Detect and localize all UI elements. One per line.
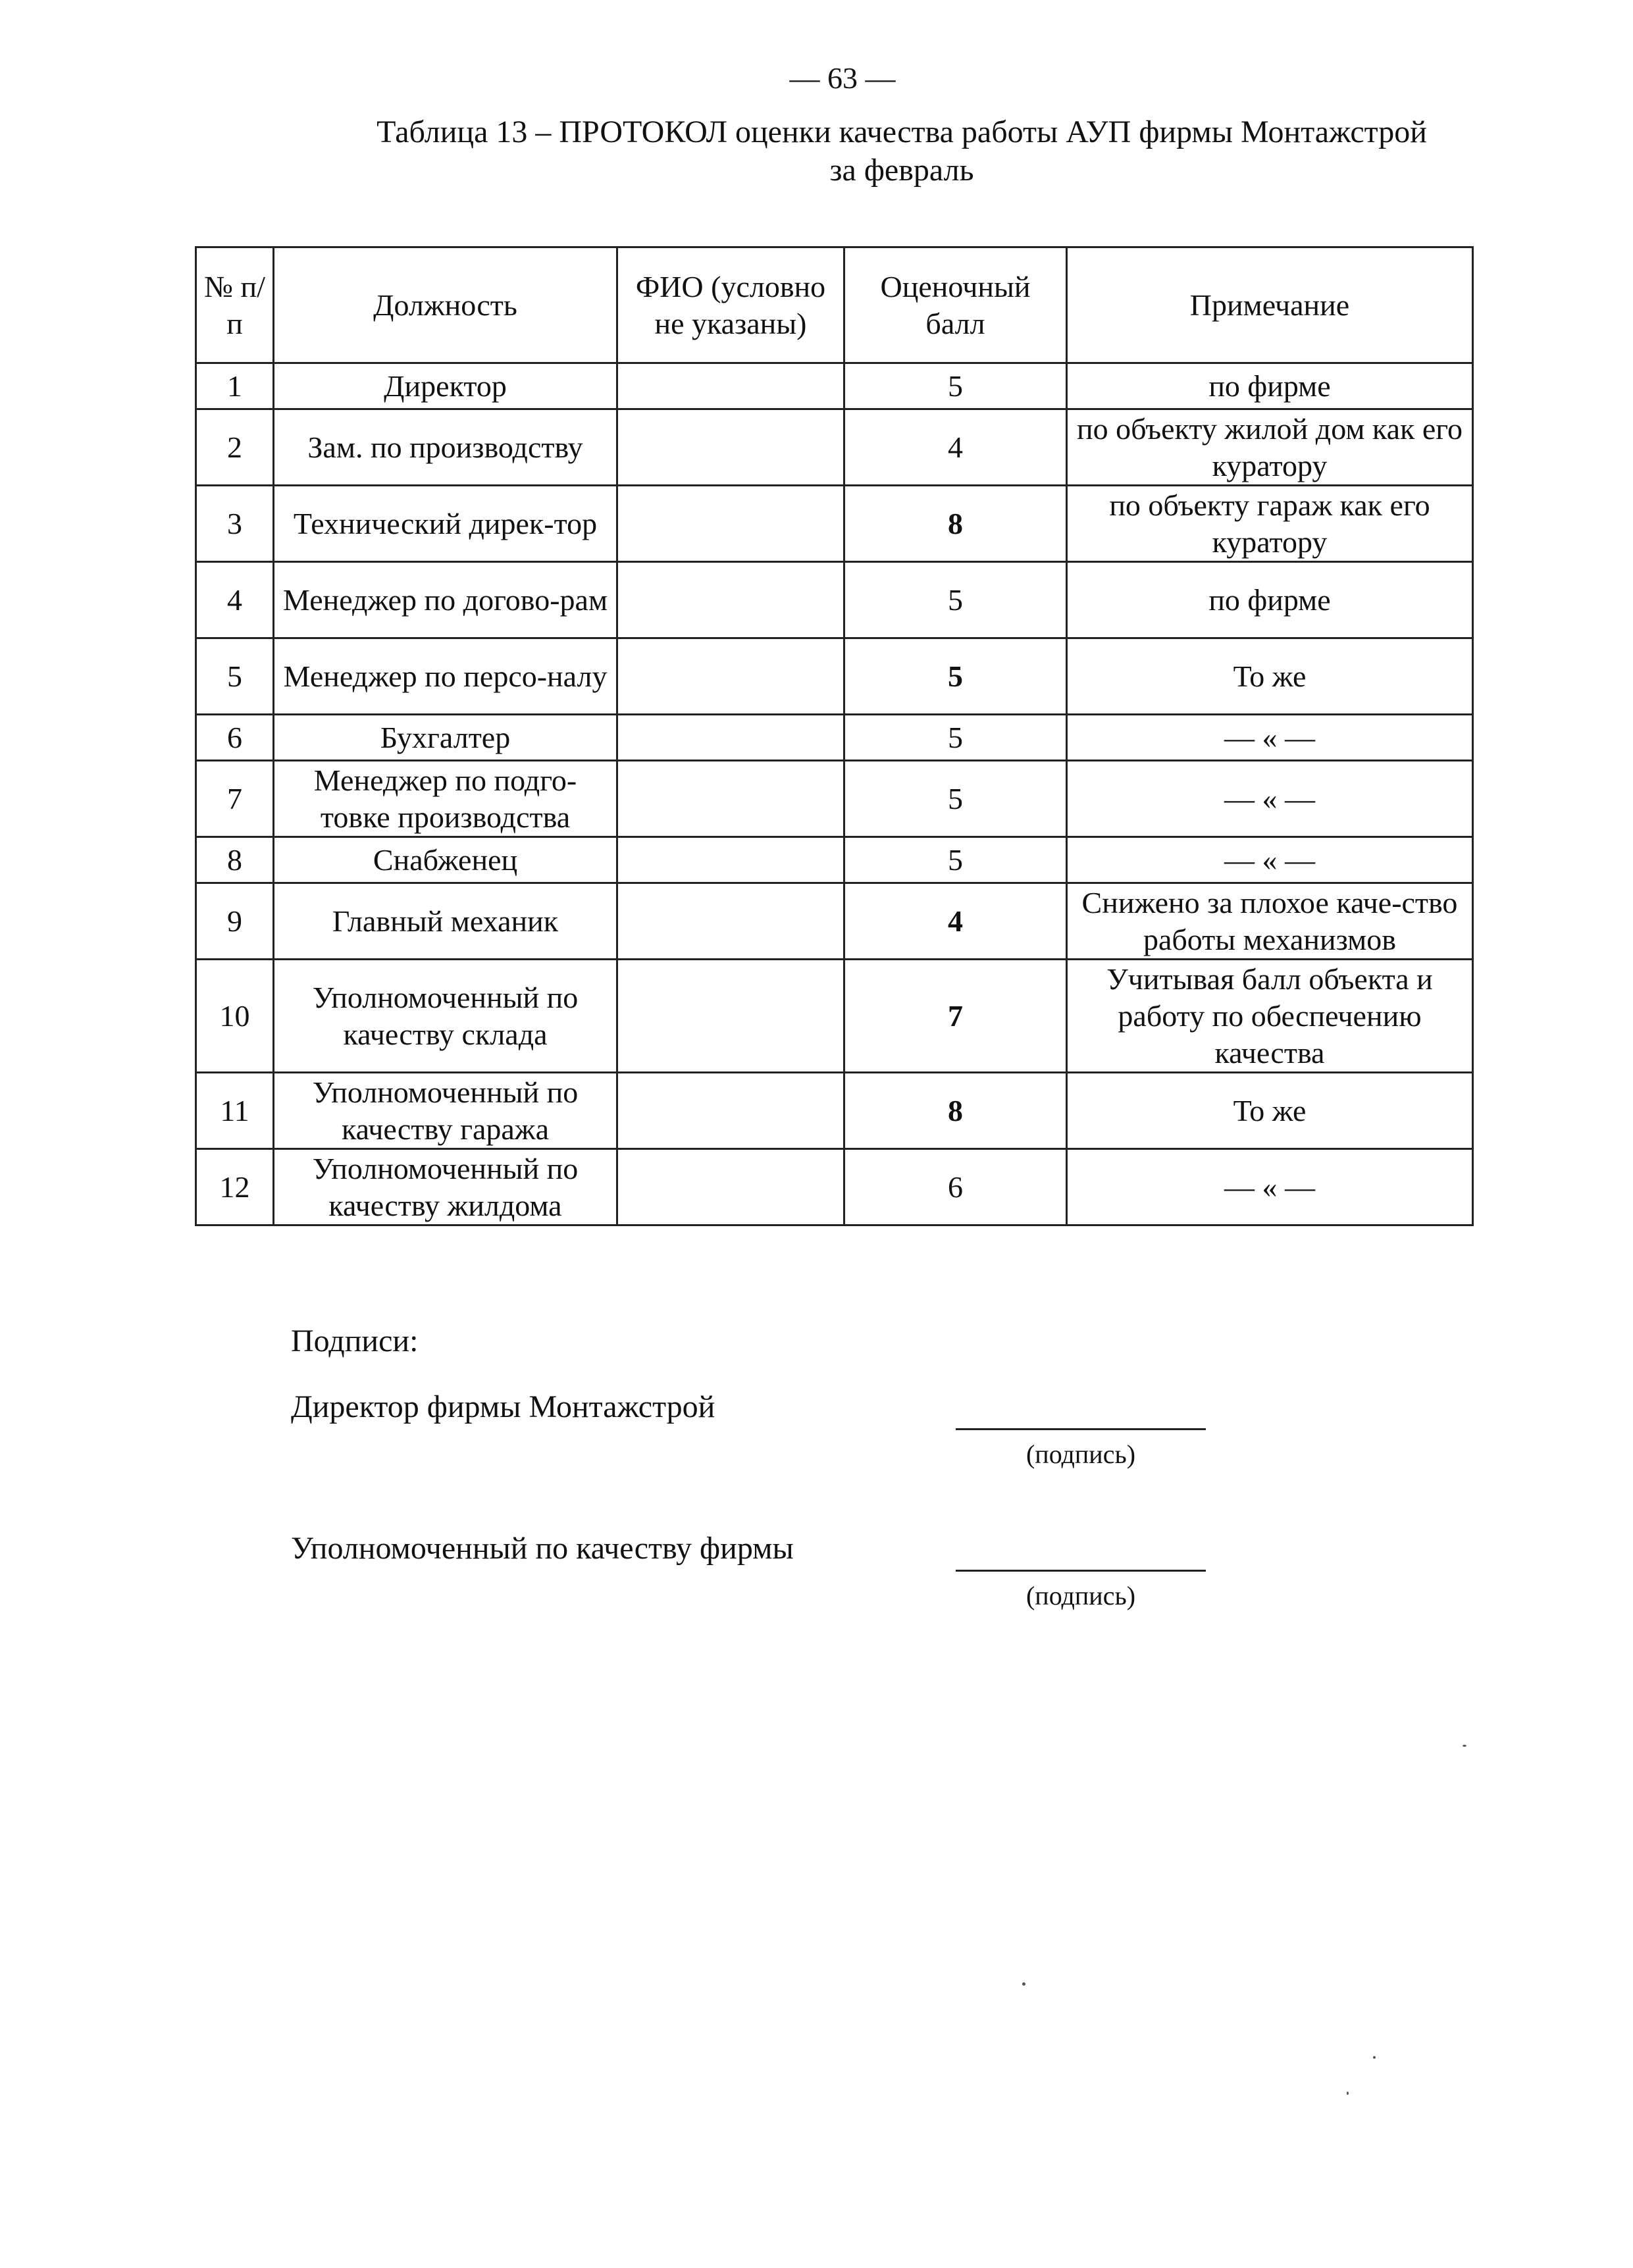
row-name: [617, 409, 844, 486]
table-row: [196, 715, 1473, 761]
table-row: [196, 1149, 1473, 1225]
row-num: 9: [196, 883, 274, 960]
row-note: Учитывая балл объекта и работу по обеспечению качества: [1067, 960, 1473, 1073]
signature-row-quality: [291, 1530, 1278, 1609]
header-note: Примечание: [1067, 247, 1473, 363]
row-note: То же: [1067, 1073, 1473, 1149]
signature-label: Уполномоченный по качеству фирмы: [291, 1531, 794, 1566]
table-row: [196, 960, 1473, 1073]
row-num: 5: [196, 638, 274, 715]
row-name: [617, 715, 844, 761]
row-name: [617, 837, 844, 883]
caption-title: Таблица 13 – ПРОТОКОЛ оценки качества работы АУП фирмы Монтажстрой: [376, 115, 1427, 149]
table-row: [196, 1073, 1473, 1149]
table-row: [196, 562, 1473, 638]
row-num: 1: [196, 363, 274, 409]
table-row: [196, 883, 1473, 960]
row-note: по объекту гараж как его куратору: [1067, 486, 1473, 562]
row-position: Уполномоченный по качеству жилдома: [274, 1149, 617, 1225]
row-score: 5: [844, 837, 1067, 883]
row-score: 4: [844, 409, 1067, 486]
row-note: Снижено за плохое каче-ство работы механизмов: [1067, 883, 1473, 960]
row-name: [617, 1149, 844, 1225]
table-row: [196, 486, 1473, 562]
table-header-row: [196, 247, 1473, 363]
row-position: Бухгалтер: [274, 715, 617, 761]
protocol-table: [195, 246, 1474, 1226]
row-score: 5: [844, 761, 1067, 837]
row-score: 8: [844, 486, 1067, 562]
row-score: 4: [844, 883, 1067, 960]
row-name: [617, 486, 844, 562]
signature-line: [956, 1570, 1206, 1572]
row-num: 12: [196, 1149, 274, 1225]
row-position: Уполномоченный по качеству склада: [274, 960, 617, 1073]
header-num: № п/п: [196, 247, 274, 363]
table-row: [196, 638, 1473, 715]
row-position: Менеджер по догово-рам: [274, 562, 617, 638]
signatures-heading: Подписи:: [291, 1324, 419, 1358]
header-score: Оценочный балл: [844, 247, 1067, 363]
row-score: 5: [844, 638, 1067, 715]
row-name: [617, 363, 844, 409]
row-position: Технический дирек-тор: [274, 486, 617, 562]
row-num: 10: [196, 960, 274, 1073]
row-position: Уполномоченный по качеству гаража: [274, 1073, 617, 1149]
row-name: [617, 638, 844, 715]
row-position: Менеджер по подго-товке производства: [274, 761, 617, 837]
row-num: 4: [196, 562, 274, 638]
signature-line: [956, 1428, 1206, 1430]
scan-speck: [1347, 2092, 1349, 2095]
row-score: 8: [844, 1073, 1067, 1149]
row-name: [617, 1073, 844, 1149]
row-score: 7: [844, 960, 1067, 1073]
row-note: по фирме: [1067, 363, 1473, 409]
row-note: по фирме: [1067, 562, 1473, 638]
page-number: — 63 —: [789, 61, 896, 95]
caption-period: за февраль: [829, 153, 974, 188]
row-num: 2: [196, 409, 274, 486]
row-position: Менеджер по персо-налу: [274, 638, 617, 715]
row-position: Зам. по производству: [274, 409, 617, 486]
header-name: ФИО (условно не указаны): [617, 247, 844, 363]
row-name: [617, 761, 844, 837]
row-note: — « —: [1067, 1149, 1473, 1225]
row-num: 7: [196, 761, 274, 837]
row-score: 5: [844, 715, 1067, 761]
row-score: 6: [844, 1149, 1067, 1225]
table-row: [196, 363, 1473, 409]
row-name: [617, 960, 844, 1073]
row-note: — « —: [1067, 761, 1473, 837]
signature-hint: (подпись): [1025, 1439, 1136, 1469]
table-caption: [290, 113, 1514, 190]
row-note: — « —: [1067, 837, 1473, 883]
row-position: Главный механик: [274, 883, 617, 960]
row-note: по объекту жилой дом как его куратору: [1067, 409, 1473, 486]
row-position: Директор: [274, 363, 617, 409]
row-name: [617, 883, 844, 960]
signature-hint: (подпись): [1025, 1581, 1136, 1611]
row-num: 6: [196, 715, 274, 761]
header-position: Должность: [274, 247, 617, 363]
row-position: Снабженец: [274, 837, 617, 883]
scan-speck: [1373, 2056, 1376, 2059]
table-row: [196, 837, 1473, 883]
scan-speck: [1463, 1745, 1466, 1747]
row-score: 5: [844, 562, 1067, 638]
scan-speck: [1022, 1982, 1025, 1986]
row-num: 8: [196, 837, 274, 883]
row-note: — « —: [1067, 715, 1473, 761]
row-num: 3: [196, 486, 274, 562]
row-name: [617, 562, 844, 638]
row-note: То же: [1067, 638, 1473, 715]
table-row: [196, 761, 1473, 837]
signature-row-director: [291, 1389, 1278, 1468]
signature-label: Директор фирмы Монтажстрой: [291, 1389, 715, 1424]
row-score: 5: [844, 363, 1067, 409]
row-num: 11: [196, 1073, 274, 1149]
table-row: [196, 409, 1473, 486]
